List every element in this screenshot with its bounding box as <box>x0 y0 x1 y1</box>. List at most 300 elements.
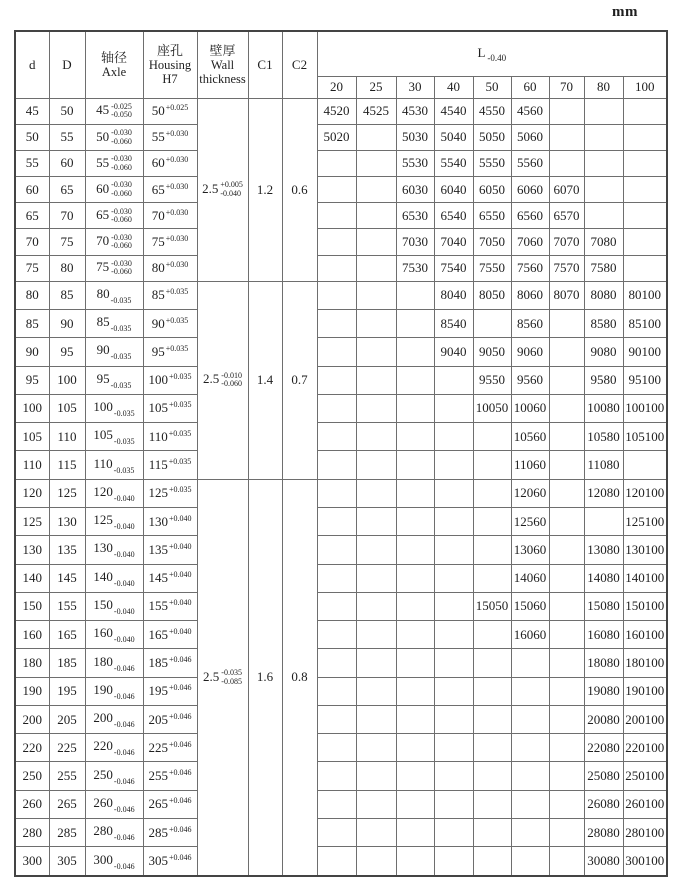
cell-length <box>549 564 584 592</box>
cell-length <box>473 649 511 677</box>
cell-length: 220100 <box>623 734 667 762</box>
cell-d: 120 <box>15 479 49 507</box>
cell-c2: 0.7 <box>282 281 317 479</box>
cell-axle <box>85 423 143 451</box>
cell-length <box>473 762 511 790</box>
table-row <box>15 507 667 535</box>
cell-length <box>434 479 473 507</box>
cell-length <box>317 479 356 507</box>
toleranced-value: 60 -0.030 -0.060 <box>96 180 132 198</box>
cell-D: 165 <box>49 621 85 649</box>
spec-table-header <box>15 31 667 98</box>
cell-axle <box>85 592 143 620</box>
cell-wall-thickness <box>197 479 248 876</box>
cell-length: 7580 <box>584 255 623 281</box>
cell-housing <box>143 255 197 281</box>
toleranced-value: $85_{-0.035}$ <box>96 314 132 334</box>
cell-D: 205 <box>49 705 85 733</box>
table-row <box>15 394 667 422</box>
cell-length <box>396 790 434 818</box>
cell-D: 155 <box>49 592 85 620</box>
cell-length <box>623 451 667 479</box>
cell-length <box>549 366 584 394</box>
cell-D: 55 <box>49 124 85 150</box>
toleranced-value: $80^{+0.030}$ <box>151 260 189 276</box>
cell-length <box>356 649 396 677</box>
cell-length: 22080 <box>584 734 623 762</box>
cell-length <box>396 677 434 705</box>
length-size-header: 60 <box>511 76 549 98</box>
toleranced-value: $70^{+0.030}$ <box>151 207 189 223</box>
cell-length <box>317 705 356 733</box>
cell-d: 60 <box>15 177 49 203</box>
cell-length <box>549 677 584 705</box>
cell-d: 280 <box>15 819 49 847</box>
cell-D: 225 <box>49 734 85 762</box>
wall-label-en2: thickness <box>199 71 246 86</box>
col-header-axle <box>85 31 143 98</box>
cell-length <box>317 819 356 847</box>
cell-length <box>473 621 511 649</box>
cell-length: 9060 <box>511 338 549 366</box>
cell-length: 5550 <box>473 150 511 176</box>
cell-D: 110 <box>49 423 85 451</box>
cell-D: 90 <box>49 309 85 337</box>
cell-length: 6560 <box>511 203 549 229</box>
cell-length: 4540 <box>434 98 473 124</box>
cell-D: 255 <box>49 762 85 790</box>
cell-housing <box>143 309 197 337</box>
cell-length <box>356 819 396 847</box>
cell-length <box>317 762 356 790</box>
toleranced-value: $105^{+0.035}$ <box>148 400 192 416</box>
cell-housing <box>143 677 197 705</box>
cell-length <box>584 177 623 203</box>
cell-length: 8560 <box>511 309 549 337</box>
cell-d: 100 <box>15 394 49 422</box>
cell-D: 185 <box>49 649 85 677</box>
cell-d: 190 <box>15 677 49 705</box>
cell-D: 135 <box>49 536 85 564</box>
cell-length: 280100 <box>623 819 667 847</box>
cell-length <box>396 847 434 876</box>
cell-length <box>396 762 434 790</box>
cell-length <box>434 649 473 677</box>
toleranced-value: $140_{-0.040}$ <box>93 568 135 588</box>
cell-length <box>356 734 396 762</box>
cell-D: 50 <box>49 98 85 124</box>
toleranced-value: $90_{-0.035}$ <box>96 342 132 362</box>
cell-d: 250 <box>15 762 49 790</box>
cell-length <box>434 423 473 451</box>
toleranced-value: $65^{+0.030}$ <box>151 181 189 197</box>
cell-length <box>317 847 356 876</box>
cell-length <box>473 847 511 876</box>
cell-length: 15060 <box>511 592 549 620</box>
cell-length: 19080 <box>584 677 623 705</box>
length-size-header: 25 <box>356 76 396 98</box>
cell-length: 11060 <box>511 451 549 479</box>
table-row <box>15 705 667 733</box>
cell-length <box>396 592 434 620</box>
cell-length <box>584 507 623 535</box>
cell-housing <box>143 847 197 876</box>
cell-axle <box>85 281 143 309</box>
toleranced-value: $100_{-0.035}$ <box>93 398 135 418</box>
length-size-header: 50 <box>473 76 511 98</box>
cell-length <box>584 98 623 124</box>
cell-length: 10050 <box>473 394 511 422</box>
cell-length <box>549 423 584 451</box>
cell-length: 250100 <box>623 762 667 790</box>
cell-length <box>511 847 549 876</box>
cell-length: 8040 <box>434 281 473 309</box>
cell-length <box>549 592 584 620</box>
cell-axle <box>85 394 143 422</box>
table-row <box>15 366 667 394</box>
cell-d: 90 <box>15 338 49 366</box>
cell-length <box>356 479 396 507</box>
cell-length: 26080 <box>584 790 623 818</box>
cell-length: 150100 <box>623 592 667 620</box>
cell-length <box>549 507 584 535</box>
cell-length: 4520 <box>317 98 356 124</box>
cell-housing <box>143 281 197 309</box>
cell-length: 5050 <box>473 124 511 150</box>
table-row <box>15 255 667 281</box>
cell-c1: 1.2 <box>248 98 282 281</box>
cell-length <box>549 338 584 366</box>
cell-length <box>317 564 356 592</box>
cell-length: 5530 <box>396 150 434 176</box>
cell-length <box>356 705 396 733</box>
cell-d: 70 <box>15 229 49 255</box>
cell-length: 13060 <box>511 536 549 564</box>
cell-length <box>549 536 584 564</box>
cell-length: 7060 <box>511 229 549 255</box>
cell-length <box>317 734 356 762</box>
cell-length <box>396 734 434 762</box>
toleranced-value: 65 -0.030 -0.060 <box>96 206 132 225</box>
cell-d: 105 <box>15 423 49 451</box>
cell-length <box>396 423 434 451</box>
cell-axle <box>85 564 143 592</box>
cell-length <box>623 150 667 176</box>
cell-length: 7560 <box>511 255 549 281</box>
cell-housing <box>143 592 197 620</box>
cell-length: 8070 <box>549 281 584 309</box>
cell-length <box>317 536 356 564</box>
cell-length: 6060 <box>511 177 549 203</box>
cell-length <box>473 536 511 564</box>
cell-D: 95 <box>49 338 85 366</box>
cell-housing <box>143 177 197 203</box>
length-size-header: 100 <box>623 76 667 98</box>
cell-length <box>434 790 473 818</box>
cell-length <box>356 255 396 281</box>
table-row <box>15 203 667 229</box>
cell-length <box>356 507 396 535</box>
cell-length: 5540 <box>434 150 473 176</box>
cell-length <box>623 203 667 229</box>
cell-housing <box>143 394 197 422</box>
cell-d: 75 <box>15 255 49 281</box>
toleranced-value: $200_{-0.046}$ <box>93 710 135 730</box>
cell-length <box>584 203 623 229</box>
toleranced-value: $190_{-0.046}$ <box>93 681 135 701</box>
toleranced-value: $135^{+0.040}$ <box>148 541 192 557</box>
cell-length: 9050 <box>473 338 511 366</box>
cell-length <box>434 536 473 564</box>
cell-housing <box>143 124 197 150</box>
table-row <box>15 649 667 677</box>
table-row <box>15 229 667 255</box>
cell-length: 5060 <box>511 124 549 150</box>
cell-length <box>434 677 473 705</box>
cell-length <box>356 564 396 592</box>
cell-axle <box>85 536 143 564</box>
unit-label: mm <box>612 4 638 20</box>
table-row <box>15 762 667 790</box>
cell-axle <box>85 734 143 762</box>
cell-length: 5020 <box>317 124 356 150</box>
toleranced-value: $160_{-0.040}$ <box>93 625 135 645</box>
cell-length <box>473 705 511 733</box>
cell-length: 140100 <box>623 564 667 592</box>
cell-length <box>356 281 396 309</box>
cell-length <box>623 255 667 281</box>
cell-length <box>317 507 356 535</box>
cell-length: 7540 <box>434 255 473 281</box>
cell-length: 6030 <box>396 177 434 203</box>
cell-axle <box>85 705 143 733</box>
toleranced-value: $130_{-0.040}$ <box>93 540 135 560</box>
cell-housing <box>143 150 197 176</box>
cell-length: 13080 <box>584 536 623 564</box>
cell-length <box>317 394 356 422</box>
cell-length <box>356 451 396 479</box>
cell-housing <box>143 479 197 507</box>
cell-length: 9560 <box>511 366 549 394</box>
cell-axle <box>85 229 143 255</box>
cell-length: 10060 <box>511 394 549 422</box>
cell-length <box>396 479 434 507</box>
cell-length: 11080 <box>584 451 623 479</box>
cell-housing <box>143 423 197 451</box>
cell-length: 95100 <box>623 366 667 394</box>
table-row <box>15 479 667 507</box>
cell-length <box>549 621 584 649</box>
col-header-wall <box>197 31 248 98</box>
toleranced-value: $145^{+0.040}$ <box>148 570 192 586</box>
cell-length: 4525 <box>356 98 396 124</box>
cell-length: 8050 <box>473 281 511 309</box>
cell-length: 30080 <box>584 847 623 876</box>
table-row <box>15 564 667 592</box>
cell-length <box>511 790 549 818</box>
cell-length: 190100 <box>623 677 667 705</box>
toleranced-value: 55 -0.030 -0.060 <box>96 154 132 172</box>
cell-D: 265 <box>49 790 85 818</box>
cell-housing <box>143 229 197 255</box>
cell-length <box>549 309 584 337</box>
cell-d: 150 <box>15 592 49 620</box>
col-header-length <box>317 31 667 76</box>
table-row <box>15 98 667 124</box>
cell-length: 9080 <box>584 338 623 366</box>
cell-length: 20080 <box>584 705 623 733</box>
col-header-D: D <box>49 31 85 98</box>
cell-length <box>356 790 396 818</box>
cell-D: 125 <box>49 479 85 507</box>
cell-length <box>317 309 356 337</box>
cell-length <box>549 394 584 422</box>
length-size-header: 40 <box>434 76 473 98</box>
cell-d: 130 <box>15 536 49 564</box>
cell-d: 110 <box>15 451 49 479</box>
table-row <box>15 677 667 705</box>
cell-d: 65 <box>15 203 49 229</box>
cell-length: 16060 <box>511 621 549 649</box>
cell-length <box>473 507 511 535</box>
cell-length: 7050 <box>473 229 511 255</box>
toleranced-value: $300_{-0.046}$ <box>93 851 135 871</box>
cell-length <box>434 762 473 790</box>
cell-d: 50 <box>15 124 49 150</box>
cell-length <box>434 366 473 394</box>
cell-length <box>473 423 511 451</box>
cell-length <box>511 705 549 733</box>
toleranced-value: 2.5 -0.035 -0.085 <box>203 668 242 686</box>
cell-length <box>473 564 511 592</box>
cell-D: 85 <box>49 281 85 309</box>
cell-length <box>511 649 549 677</box>
cell-d: 200 <box>15 705 49 733</box>
cell-D: 145 <box>49 564 85 592</box>
cell-length: 6540 <box>434 203 473 229</box>
cell-axle <box>85 124 143 150</box>
housing-grade-label: H7 <box>162 71 178 86</box>
toleranced-value: $125_{-0.040}$ <box>93 512 135 532</box>
cell-axle <box>85 677 143 705</box>
cell-axle <box>85 255 143 281</box>
cell-D: 100 <box>49 366 85 394</box>
cell-D: 285 <box>49 819 85 847</box>
cell-axle <box>85 847 143 876</box>
cell-axle <box>85 309 143 337</box>
cell-axle <box>85 98 143 124</box>
cell-length <box>473 677 511 705</box>
toleranced-value: $50^{+0.025}$ <box>151 103 189 119</box>
cell-housing <box>143 564 197 592</box>
cell-length <box>511 677 549 705</box>
cell-axle <box>85 479 143 507</box>
cell-axle <box>85 621 143 649</box>
table-row <box>15 338 667 366</box>
cell-length <box>356 150 396 176</box>
cell-length <box>549 451 584 479</box>
cell-length <box>396 705 434 733</box>
cell-length: 180100 <box>623 649 667 677</box>
toleranced-value: $55^{+0.030}$ <box>151 129 189 145</box>
cell-length <box>396 451 434 479</box>
cell-length <box>356 536 396 564</box>
cell-length: 10580 <box>584 423 623 451</box>
toleranced-value: $95_{-0.035}$ <box>96 370 132 390</box>
cell-length: 125100 <box>623 507 667 535</box>
cell-length <box>623 177 667 203</box>
axle-label-cn: 轴径 <box>100 49 127 65</box>
length-size-header: 80 <box>584 76 623 98</box>
cell-length <box>356 338 396 366</box>
cell-d: 180 <box>15 649 49 677</box>
toleranced-value: $85^{+0.035}$ <box>151 287 189 303</box>
toleranced-value: $115^{+0.035}$ <box>148 457 192 473</box>
cell-length <box>511 819 549 847</box>
cell-housing <box>143 536 197 564</box>
cell-axle <box>85 338 143 366</box>
toleranced-value: $255^{+0.046}$ <box>148 768 192 784</box>
cell-length: 5030 <box>396 124 434 150</box>
cell-axle <box>85 203 143 229</box>
table-row <box>15 124 667 150</box>
toleranced-value: $185^{+0.046}$ <box>148 655 192 670</box>
cell-length <box>434 819 473 847</box>
toleranced-value: 45 -0.025 -0.050 <box>96 101 132 120</box>
cell-length: 15050 <box>473 592 511 620</box>
cell-axle <box>85 451 143 479</box>
table-row <box>15 536 667 564</box>
cell-length: 120100 <box>623 479 667 507</box>
cell-housing <box>143 705 197 733</box>
cell-length: 8080 <box>584 281 623 309</box>
cell-length <box>396 536 434 564</box>
toleranced-value: $95^{+0.035}$ <box>151 343 189 359</box>
toleranced-value: $225^{+0.046}$ <box>148 739 192 755</box>
cell-length <box>317 150 356 176</box>
cell-length <box>511 762 549 790</box>
cell-length <box>356 847 396 876</box>
axle-label-en: Axle <box>101 64 127 79</box>
cell-length <box>317 338 356 366</box>
cell-length <box>317 366 356 394</box>
cell-D: 115 <box>49 451 85 479</box>
cell-housing <box>143 98 197 124</box>
cell-housing <box>143 451 197 479</box>
cell-length <box>549 819 584 847</box>
toleranced-value: $205^{+0.046}$ <box>148 711 192 727</box>
cell-length: 6070 <box>549 177 584 203</box>
toleranced-value: 2.5 -0.010 -0.060 <box>203 370 242 389</box>
col-header-housing <box>143 31 197 98</box>
table-row <box>15 281 667 309</box>
cell-D: 305 <box>49 847 85 876</box>
cell-housing <box>143 203 197 229</box>
cell-length <box>473 451 511 479</box>
cell-c1: 1.4 <box>248 281 282 479</box>
cell-length: 8540 <box>434 309 473 337</box>
cell-length <box>356 423 396 451</box>
cell-d: 260 <box>15 790 49 818</box>
cell-length: 6550 <box>473 203 511 229</box>
cell-length: 28080 <box>584 819 623 847</box>
cell-length <box>549 150 584 176</box>
table-row <box>15 423 667 451</box>
cell-length <box>396 649 434 677</box>
toleranced-value: $250_{-0.046}$ <box>93 766 135 786</box>
toleranced-value: $130^{+0.040}$ <box>148 513 192 529</box>
cell-D: 65 <box>49 177 85 203</box>
